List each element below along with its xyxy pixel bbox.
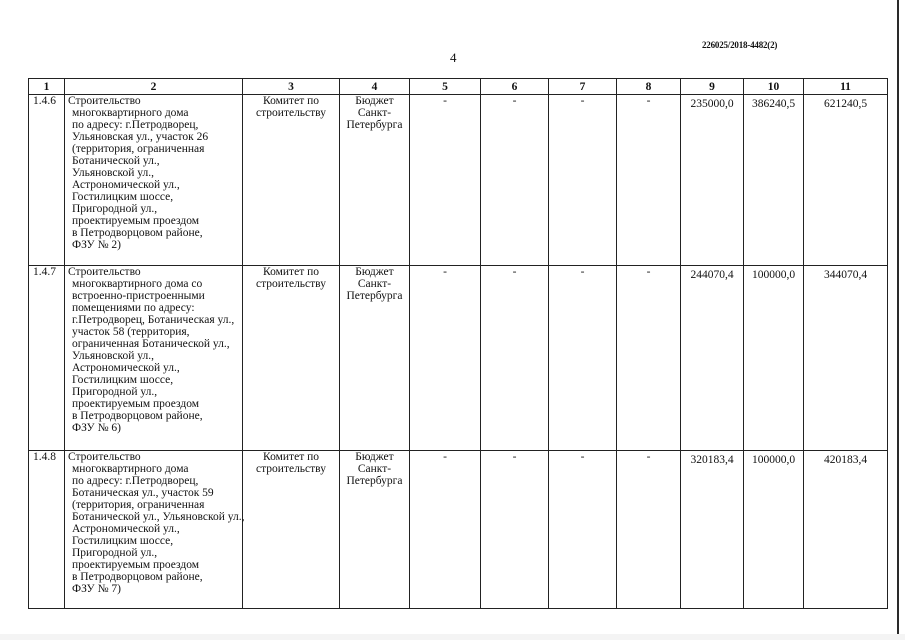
amount-cell-9 bbox=[681, 266, 744, 451]
object-name-line: ограниченная Ботанической ул., bbox=[72, 338, 230, 350]
amount-value: 386240,5 bbox=[751, 98, 796, 110]
table-row bbox=[29, 451, 888, 609]
object-name-line: Пригородной ул., bbox=[72, 386, 158, 398]
object-name-line: Астрономической ул., bbox=[72, 362, 180, 374]
object-name-line: Строительство bbox=[68, 95, 141, 107]
object-name-line: Ульяновской ул., bbox=[72, 350, 155, 362]
object-name-line: Ульяновской ул., bbox=[72, 167, 155, 179]
amount-value: 235000,0 bbox=[690, 98, 734, 110]
amount-value: 621240,5 bbox=[823, 98, 868, 110]
object-name-line: Ботаническая ул., участок 59 bbox=[72, 487, 214, 499]
object-name-line: (территория, ограниченная bbox=[72, 143, 205, 155]
table-header-row bbox=[29, 79, 888, 95]
amount-value: 320183,4 bbox=[690, 454, 734, 466]
object-name-cell bbox=[65, 451, 243, 609]
object-name-line: Ульяновская ул., участок 26 bbox=[72, 131, 209, 143]
column-header: 4 bbox=[340, 79, 410, 95]
column-header: 3 bbox=[243, 79, 340, 95]
executor-cell: Комитет по строительству bbox=[243, 451, 340, 609]
value-cell-5: - bbox=[410, 95, 481, 266]
column-header: 6 bbox=[481, 79, 549, 95]
object-name-line: Ботанической ул., Ульяновской ул., bbox=[72, 511, 245, 523]
column-header: 9 bbox=[681, 79, 744, 95]
column-header: 1 bbox=[29, 79, 65, 95]
value-cell-5: - bbox=[410, 266, 481, 451]
value-cell-8: - bbox=[617, 95, 681, 266]
executor-cell: Комитет по строительству bbox=[243, 95, 340, 266]
scan-bottom-margin bbox=[0, 634, 905, 640]
object-name-line: г.Петродворец, Ботаническая ул., bbox=[72, 314, 235, 326]
object-name-line: в Петродворцовом районе, bbox=[72, 571, 203, 583]
value-cell-7: - bbox=[549, 95, 617, 266]
value-cell-7: - bbox=[549, 266, 617, 451]
object-name-line: многоквартирного дома bbox=[72, 463, 189, 475]
object-name-line: многоквартирного дома bbox=[72, 107, 189, 119]
row-number: 1.4.8 bbox=[29, 451, 65, 609]
table-row bbox=[29, 266, 888, 451]
amount-value: 244070,4 bbox=[690, 269, 734, 281]
amount-cell-10 bbox=[744, 95, 804, 266]
column-header: 10 bbox=[744, 79, 804, 95]
value-cell-8: - bbox=[617, 451, 681, 609]
object-name-line: в Петродворцовом районе, bbox=[72, 227, 203, 239]
object-name-line: помещениями по адресу: bbox=[72, 302, 195, 314]
column-header: 7 bbox=[549, 79, 617, 95]
executor-cell: Комитет по строительству bbox=[243, 266, 340, 451]
amount-cell-10 bbox=[744, 266, 804, 451]
object-name-line: проектируемым проездом bbox=[72, 398, 200, 410]
object-name-line: Астрономической ул., bbox=[72, 179, 180, 191]
object-name-line: участок 58 (территория, bbox=[72, 326, 190, 338]
object-name-line: по адресу: г.Петродворец, bbox=[72, 119, 199, 131]
value-cell-8: - bbox=[617, 266, 681, 451]
object-name-line: встроенно-пристроенными bbox=[72, 290, 205, 302]
object-name-line: Пригородной ул., bbox=[72, 547, 158, 559]
object-name-line: проектируемым проездом bbox=[72, 559, 200, 571]
amount-value: 100000,0 bbox=[751, 454, 796, 466]
row-number: 1.4.7 bbox=[29, 266, 65, 451]
value-cell-7: - bbox=[549, 451, 617, 609]
amount-value: 420183,4 bbox=[823, 454, 868, 466]
column-header: 5 bbox=[410, 79, 481, 95]
object-name-line: (территория, ограниченная bbox=[72, 499, 205, 511]
column-header: 11 bbox=[804, 79, 888, 95]
column-header: 8 bbox=[617, 79, 681, 95]
scan-edge-shadow bbox=[897, 0, 899, 640]
object-name-line: Строительство bbox=[68, 266, 141, 278]
amount-cell-9 bbox=[681, 451, 744, 609]
amount-value: 344070,4 bbox=[823, 269, 868, 281]
object-name-line: Ботанической ул., bbox=[72, 155, 160, 167]
amount-cell-11 bbox=[804, 451, 888, 609]
object-name-line: Строительство bbox=[68, 451, 141, 463]
object-name-line: в Петродворцовом районе, bbox=[72, 410, 203, 422]
object-name-line: по адресу: г.Петродворец, bbox=[72, 475, 199, 487]
object-name-line: Астрономической ул., bbox=[72, 523, 180, 535]
object-name-cell bbox=[65, 95, 243, 266]
amount-value: 100000,0 bbox=[751, 269, 796, 281]
object-name-line: Пригородной ул., bbox=[72, 203, 158, 215]
object-name-line: ФЗУ № 2) bbox=[72, 239, 122, 251]
object-name-line: Гостилицким шоссе, bbox=[72, 191, 174, 203]
amount-cell-10 bbox=[744, 451, 804, 609]
table-row bbox=[29, 95, 888, 266]
column-header: 2 bbox=[65, 79, 243, 95]
object-name-line: многоквартирного дома со bbox=[72, 278, 203, 290]
funding-source-cell: Бюджет Санкт-Петербурга bbox=[340, 266, 410, 451]
row-number: 1.4.6 bbox=[29, 95, 65, 266]
budget-table bbox=[28, 78, 888, 609]
amount-cell-11 bbox=[804, 95, 888, 266]
object-name-line: ФЗУ № 6) bbox=[72, 422, 122, 434]
value-cell-6: - bbox=[481, 451, 549, 609]
value-cell-5: - bbox=[410, 451, 481, 609]
object-name-line: Гостилицким шоссе, bbox=[72, 535, 174, 547]
object-name-cell bbox=[65, 266, 243, 451]
object-name-line: проектируемым проездом bbox=[72, 215, 200, 227]
value-cell-6: - bbox=[481, 95, 549, 266]
object-name-line: Гостилицким шоссе, bbox=[72, 374, 174, 386]
value-cell-6: - bbox=[481, 266, 549, 451]
funding-source-cell: Бюджет Санкт-Петербурга bbox=[340, 95, 410, 266]
object-name-line: ФЗУ № 7) bbox=[72, 583, 122, 595]
amount-cell-11 bbox=[804, 266, 888, 451]
funding-source-cell: Бюджет Санкт-Петербурга bbox=[340, 451, 410, 609]
document-id: 226025/2018-4482(2) bbox=[702, 40, 778, 50]
amount-cell-9 bbox=[681, 95, 744, 266]
page-number: 4 bbox=[450, 50, 457, 65]
